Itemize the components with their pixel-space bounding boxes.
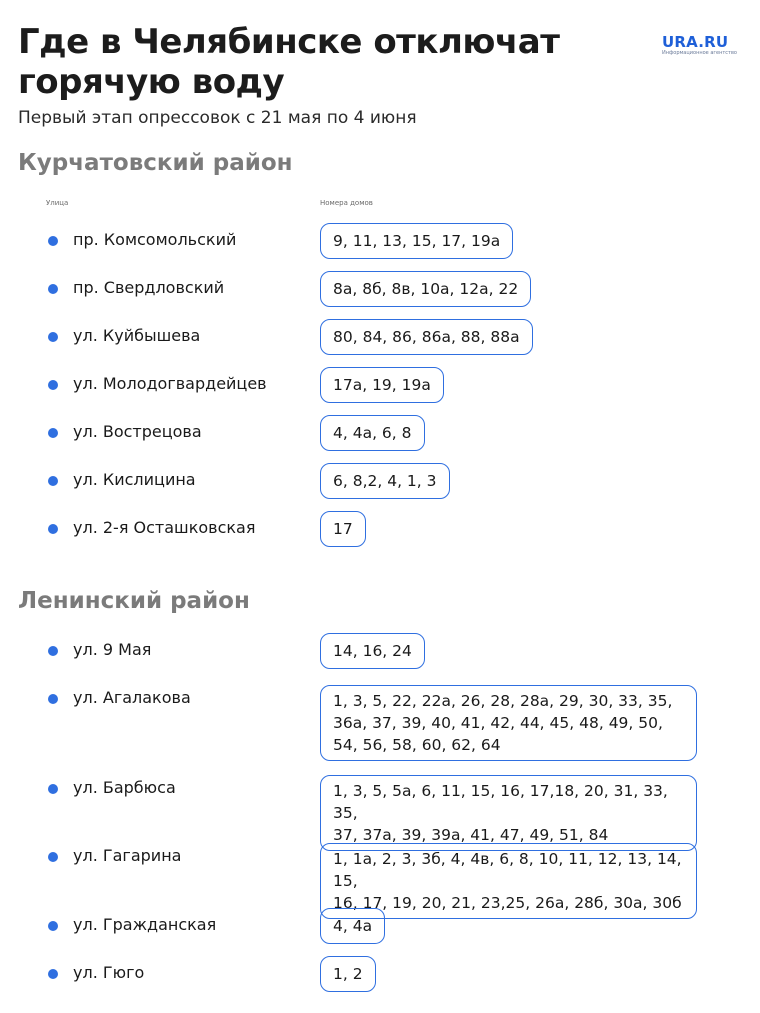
- bullet-icon: [48, 332, 58, 342]
- house-numbers: 6, 8,2, 4, 1, 3: [320, 463, 450, 499]
- district-heading-leninsky: Ленинский район: [18, 588, 250, 614]
- bullet-icon: [48, 694, 58, 704]
- street-name: ул. Молодогвардейцев: [73, 374, 267, 393]
- street-name: ул. Куйбышева: [73, 326, 201, 345]
- logo-text: URA.RU: [662, 33, 729, 51]
- house-numbers: 17а, 19, 19а: [320, 367, 444, 403]
- column-header-houses: Номера домов: [320, 199, 373, 207]
- bullet-icon: [48, 524, 58, 534]
- bullet-icon: [48, 969, 58, 979]
- district-heading-kurchatovsky: Курчатовский район: [18, 150, 293, 176]
- house-numbers: 4, 4а: [320, 908, 385, 944]
- street-name: ул. Гюго: [73, 963, 145, 982]
- page-title: Где в Челябинске отключат горячую воду: [18, 22, 560, 102]
- bullet-icon: [48, 284, 58, 294]
- street-name: пр. Комсомольский: [73, 230, 237, 249]
- bullet-icon: [48, 236, 58, 246]
- house-numbers: 1, 3, 5, 22, 22а, 26, 28, 28а, 29, 30, 33, 35, 36а, 37, 39, 40, 41, 42, 44, 45, 48, 49, 50, 54, 56, 58, 60, 62, 64: [320, 685, 697, 761]
- column-header-street: Улица: [46, 199, 69, 207]
- bullet-icon: [48, 428, 58, 438]
- house-numbers: 1, 3, 5, 5а, 6, 11, 15, 16, 17,18, 20, 31, 33, 35, 37, 37а, 39, 39а, 41, 47, 49, 51, 84: [320, 775, 697, 851]
- house-numbers: 80, 84, 86, 86а, 88, 88а: [320, 319, 533, 355]
- house-numbers: 9, 11, 13, 15, 17, 19а: [320, 223, 513, 259]
- house-numbers: 14, 16, 24: [320, 633, 425, 669]
- logo-subtext: Информационное агентство: [662, 50, 737, 56]
- house-numbers: 1, 1а, 2, 3, 3б, 4, 4в, 6, 8, 10, 11, 12, 13, 14, 15, 16, 17, 19, 20, 21, 23,25, 26а, 28б, 30а, 30б: [320, 843, 697, 919]
- house-numbers: 1, 2: [320, 956, 376, 992]
- house-numbers: 4, 4а, 6, 8: [320, 415, 425, 451]
- street-name: ул. Вострецова: [73, 422, 202, 441]
- street-name: пр. Свердловский: [73, 278, 225, 297]
- bullet-icon: [48, 921, 58, 931]
- logo: [662, 34, 742, 57]
- street-name: ул. Кислицина: [73, 470, 196, 489]
- bullet-icon: [48, 380, 58, 390]
- bullet-icon: [48, 476, 58, 486]
- bullet-icon: [48, 646, 58, 656]
- bullet-icon: [48, 852, 58, 862]
- house-numbers: 17: [320, 511, 366, 547]
- house-numbers: 8а, 8б, 8в, 10а, 12а, 22: [320, 271, 531, 307]
- street-name: ул. Барбюса: [73, 778, 176, 797]
- bullet-icon: [48, 784, 58, 794]
- street-name: ул. Агалакова: [73, 688, 191, 707]
- page-subtitle: Первый этап опрессовок с 21 мая по 4 июня: [18, 108, 417, 128]
- street-name: ул. 9 Мая: [73, 640, 152, 659]
- street-name: ул. Гражданская: [73, 915, 217, 934]
- street-name: ул. Гагарина: [73, 846, 182, 865]
- street-name: ул. 2-я Осташковская: [73, 518, 256, 537]
